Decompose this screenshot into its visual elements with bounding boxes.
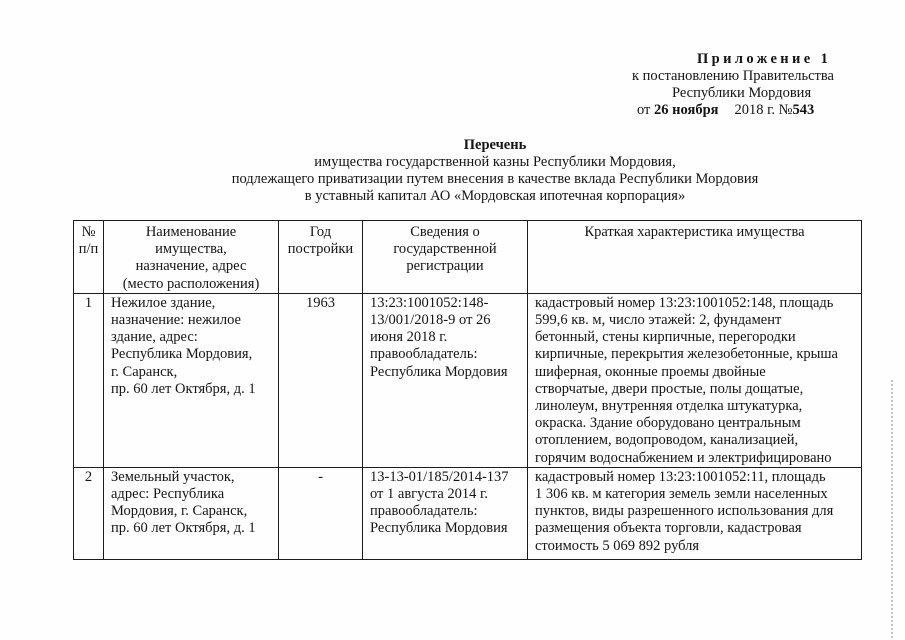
header-cell-year-line: Год [309, 224, 332, 240]
header-cell-year-line: постройки [287, 241, 354, 258]
cell-name-line: Республика Мордовия, [111, 346, 253, 363]
cell-description-line: горячим водоснабжением и электрифицировано [535, 449, 832, 466]
cell-description-line: 1 306 кв. м категория земель земли населенных [535, 486, 828, 503]
cell-name-line: Мордовия, г. Саранск, [111, 503, 248, 520]
header-cell-registration [363, 221, 528, 294]
cell-registration-line: от 1 августа 2014 г. [370, 486, 488, 503]
cell-description-line: линолеум, внутренняя отделка штукатурка, [535, 398, 803, 415]
cell-description-line: стоимость 5 069 892 рубля [535, 537, 700, 554]
date-prefix: от [637, 102, 651, 118]
cell-number [74, 293, 104, 467]
cell-description-line: кадастровый номер 13:23:1001052:11, площадь [535, 468, 826, 485]
cell-registration-line: 13-13-01/185/2014-137 [370, 468, 509, 485]
cell-number-line: 1 [84, 294, 93, 311]
header-cell-description [528, 221, 862, 294]
title-subtitle-line: имущества государственной казны Республики Мордовия, [314, 154, 676, 170]
header-cell-name [104, 221, 279, 294]
title-subtitle-line: подлежащего приватизации путем внесения в качестве вклада Республики Мордовия [231, 171, 759, 187]
header-cell-registration-line: государственной [393, 241, 497, 258]
header-cell-name-line: назначение, адрес [135, 258, 247, 275]
date-year-number-label: 2018 г. № [734, 102, 793, 118]
header-cell-year [279, 221, 363, 294]
table-row [74, 293, 862, 467]
cell-name-line: Земельный участок, [111, 468, 235, 485]
cell-description-line: размещения объекта торговли, кадастровая [535, 520, 802, 537]
title-subtitle [185, 154, 805, 205]
resolution-date-line [637, 102, 814, 119]
appendix-title: Приложение 1 [697, 51, 832, 67]
header-cell-registration-line: Сведения о [410, 224, 480, 240]
cell-registration [363, 467, 528, 559]
cell-name-line: г. Саранск, [111, 363, 178, 380]
header-cell-registration-line: регистрации [406, 258, 484, 275]
title-heading: Перечень [463, 137, 527, 153]
cell-name [104, 293, 279, 467]
cell-name [104, 467, 279, 559]
table-header-row [74, 221, 862, 294]
cell-description-line: кирпичные, перекрытия железобетонные, крыша [535, 346, 838, 363]
cell-registration-line: июня 2018 г. [370, 329, 448, 346]
cell-description-line: 599,6 кв. м, число этажей: 2, фундамент [535, 312, 782, 329]
header-cell-number [74, 221, 104, 294]
header-cell-description-line: Краткая характеристика имущества [584, 224, 805, 240]
header-cell-name-line: (место расположения) [122, 275, 260, 292]
cell-year [279, 293, 363, 467]
cell-registration-line: правообладатель: [370, 346, 478, 363]
cell-name-line: здание, адрес: [111, 329, 198, 346]
property-list-table [73, 220, 862, 560]
cell-registration-line: Республика Мордовия [370, 520, 508, 537]
cell-name-line: Нежилое здание, [111, 294, 216, 311]
cell-registration-line: 13/001/2018-9 от 26 [370, 312, 491, 329]
cell-name-line: назначение: нежилое [111, 312, 241, 329]
document-title [185, 137, 805, 205]
cell-year [279, 467, 363, 559]
cell-description [528, 467, 862, 559]
cell-registration-line: правообладатель: [370, 503, 478, 520]
table-row [74, 467, 862, 559]
date-day-month: 26 ноября [654, 102, 719, 118]
cell-description-line: окраска. Здание оборудовано центральным [535, 415, 801, 432]
cell-description-line: пунктов, виды разрешенного использования для [535, 503, 834, 520]
republic-line: Республики Мордовия [672, 85, 812, 101]
cell-description-line: створчатые, двери простые, полы дощатые, [535, 380, 804, 397]
header-cell-number-line: № [81, 224, 96, 240]
header-cell-name-line: Наименование [145, 224, 237, 240]
scan-edge-artifact [891, 380, 893, 638]
cell-registration-line: 13:23:1001052:148- [370, 294, 489, 311]
cell-name-line: адрес: Республика [111, 486, 225, 503]
resolution-line: к постановлению Правительства [632, 68, 834, 84]
cell-year-line: - [318, 468, 323, 485]
cell-description-line: отоплением, водопроводом, канализацией, [535, 432, 799, 449]
cell-description-line: бетонный, стены кирпичные, перегородки [535, 329, 796, 346]
title-subtitle-line: в уставный капитал АО «Мордовская ипотечная корпорация» [304, 188, 686, 204]
cell-registration [363, 293, 528, 467]
header-cell-name-line: имущества, [155, 241, 227, 258]
cell-number-line: 2 [84, 468, 93, 485]
cell-registration-line: Республика Мордовия [370, 363, 508, 380]
cell-name-line: пр. 60 лет Октября, д. 1 [111, 380, 256, 397]
cell-description-line: шиферная, оконные проемы двойные [535, 363, 766, 380]
resolution-number: 543 [792, 102, 815, 118]
cell-description-line: кадастровый номер 13:23:1001052:148, площадь [535, 294, 834, 311]
cell-description [528, 293, 862, 467]
cell-year-line: 1963 [306, 294, 335, 311]
cell-number [74, 467, 104, 559]
cell-name-line: пр. 60 лет Октября, д. 1 [111, 520, 256, 537]
header-cell-number-line: п/п [78, 241, 99, 258]
